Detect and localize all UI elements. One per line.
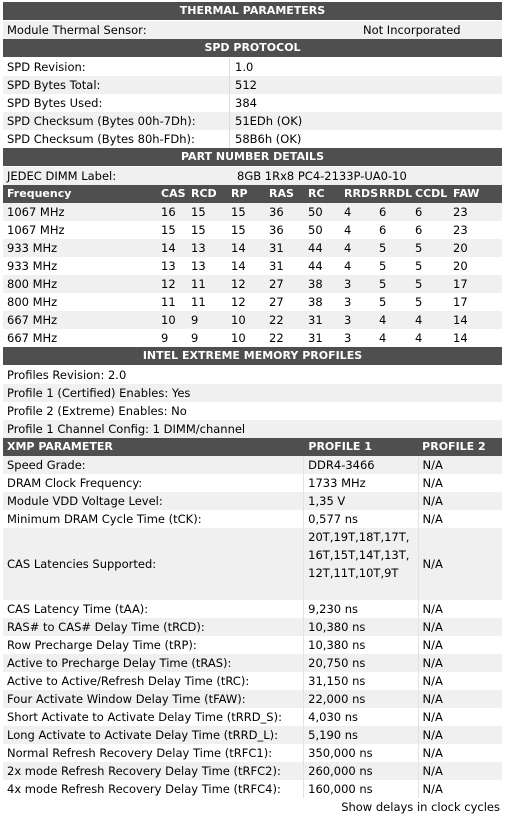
timing-cell: 5 bbox=[379, 295, 387, 309]
timing-cell: 4 bbox=[344, 259, 352, 273]
timing-cell: 31 bbox=[269, 241, 284, 255]
timing-row bbox=[3, 239, 502, 257]
timing-cell: 13 bbox=[191, 241, 206, 255]
xmp-profile2-value: N/A bbox=[422, 476, 443, 490]
xmp-info-text: Profile 2 (Extreme) Enables: No bbox=[7, 404, 187, 418]
timing-cell: 20 bbox=[453, 259, 468, 273]
timing-cell: 38 bbox=[308, 277, 323, 291]
thermal-sensor-label: Module Thermal Sensor: bbox=[7, 23, 147, 37]
timing-row bbox=[3, 275, 502, 293]
timing-cell: 10 bbox=[231, 331, 246, 345]
timing-cell: 50 bbox=[308, 205, 323, 219]
timing-cell: 4 bbox=[344, 205, 352, 219]
timing-cell: 1067 MHz bbox=[7, 223, 65, 237]
timing-header-cell: Frequency bbox=[7, 187, 72, 200]
xmp-profile2-value: N/A bbox=[422, 728, 443, 742]
xmp-param-label: Long Activate to Activate Delay Time (tRRD_L): bbox=[3, 726, 304, 744]
spd-revision-row bbox=[3, 58, 502, 76]
timing-cell: 5 bbox=[415, 241, 423, 255]
timing-cell: 5 bbox=[379, 277, 387, 291]
timing-cell: 4 bbox=[415, 313, 423, 327]
spd-checksum-2-row bbox=[3, 130, 502, 148]
xmp-profile1-value: 160,000 ns bbox=[304, 780, 418, 798]
timing-cell: 50 bbox=[308, 223, 323, 237]
xmp-profile2-value: N/A bbox=[422, 638, 443, 652]
xmp-param-label: 2x mode Refresh Recovery Delay Time (tRFC2): bbox=[3, 762, 304, 780]
spd-value: 1.0 bbox=[235, 60, 254, 74]
xmp-row bbox=[3, 744, 502, 762]
xmp-row bbox=[3, 492, 502, 510]
timing-cell: 4 bbox=[344, 223, 352, 237]
timing-cell: 15 bbox=[191, 205, 206, 219]
timing-cell: 22 bbox=[269, 313, 284, 327]
timing-cell: 4 bbox=[415, 331, 423, 345]
timing-cell: 3 bbox=[344, 313, 352, 327]
timing-cell: 11 bbox=[191, 277, 206, 291]
xmp-profile1-value: 20T,19T,18T,17T, 16T,15T,14T,13T, 12T,11T,10T,9T bbox=[304, 528, 418, 600]
timing-cell: 933 MHz bbox=[7, 241, 58, 255]
timing-cell: 12 bbox=[161, 277, 176, 291]
timing-cell: 20 bbox=[453, 241, 468, 255]
timing-header-cell: RAS bbox=[269, 187, 294, 200]
timing-cell: 5 bbox=[379, 259, 387, 273]
timing-cell: 12 bbox=[231, 295, 246, 309]
xmp-profile2-value: N/A bbox=[422, 674, 443, 688]
timing-cell: 16 bbox=[161, 205, 176, 219]
xmp-parameter-table bbox=[3, 438, 502, 798]
xmp-profile2-value: N/A bbox=[422, 710, 443, 724]
xmp-param-label: Active to Precharge Delay Time (tRAS): bbox=[3, 654, 304, 672]
timing-cell: 44 bbox=[308, 259, 323, 273]
timing-cell: 31 bbox=[269, 259, 284, 273]
timing-cell: 14 bbox=[453, 313, 468, 327]
timing-cell: 9 bbox=[161, 331, 169, 345]
timing-cell: 10 bbox=[231, 313, 246, 327]
show-clock-cycles-link[interactable]: Show delays in clock cycles bbox=[341, 800, 500, 814]
xmp-row bbox=[3, 474, 502, 492]
timing-cell: 31 bbox=[308, 331, 323, 345]
timing-cell: 14 bbox=[231, 241, 246, 255]
spd-bytes-used-row bbox=[3, 94, 502, 112]
xmp-profile1-value: 22,000 ns bbox=[304, 690, 418, 708]
xmp-info-line bbox=[3, 402, 502, 420]
xmp-profile2-value: N/A bbox=[422, 746, 443, 760]
xmp-row bbox=[3, 708, 502, 726]
timing-cell: 27 bbox=[269, 295, 284, 309]
xmp-param-label: Four Activate Window Delay Time (tFAW): bbox=[3, 690, 304, 708]
xmp-profile1-value: 260,000 ns bbox=[304, 762, 418, 780]
xmp-info-text: Profile 1 (Certified) Enables: Yes bbox=[7, 386, 191, 400]
xmp-param-label: Minimum DRAM Cycle Time (tCK): bbox=[3, 510, 304, 528]
xmp-profile1-value: 1,35 V bbox=[304, 492, 418, 510]
timing-cell: 5 bbox=[415, 277, 423, 291]
timing-cell: 4 bbox=[379, 331, 387, 345]
timing-header-cell: RCD bbox=[191, 187, 217, 200]
timing-cell: 22 bbox=[269, 331, 284, 345]
timing-cell: 5 bbox=[415, 295, 423, 309]
timing-cell: 6 bbox=[415, 205, 423, 219]
timing-cell: 800 MHz bbox=[7, 295, 58, 309]
timing-cell: 6 bbox=[379, 205, 387, 219]
xmp-profile1-value: 10,380 ns bbox=[304, 636, 418, 654]
timing-cell: 4 bbox=[344, 241, 352, 255]
xmp-profile1-value: 10,380 ns bbox=[304, 618, 418, 636]
timing-cell: 31 bbox=[308, 313, 323, 327]
spd-label: SPD Checksum (Bytes 00h-7Dh): bbox=[3, 112, 230, 130]
timing-row bbox=[3, 293, 502, 311]
timing-cell: 933 MHz bbox=[7, 259, 58, 273]
xmp-info-text: Profiles Revision: 2.0 bbox=[7, 368, 127, 382]
spd-label: SPD Bytes Used: bbox=[3, 94, 230, 112]
spd-label: SPD Bytes Total: bbox=[3, 76, 230, 94]
timing-row bbox=[3, 311, 502, 329]
xmp-info-line bbox=[3, 420, 502, 438]
xmp-profile2-value: N/A bbox=[422, 512, 443, 526]
spd-value: 384 bbox=[235, 96, 257, 110]
timing-cell: 5 bbox=[415, 259, 423, 273]
timing-cell: 17 bbox=[453, 295, 468, 309]
thermal-sensor-value: Not Incorporated bbox=[363, 23, 461, 37]
timing-cell: 6 bbox=[415, 223, 423, 237]
timing-cell: 3 bbox=[344, 295, 352, 309]
jedec-label-row bbox=[3, 167, 502, 185]
xmp-param-label: 4x mode Refresh Recovery Delay Time (tRFC4): bbox=[3, 780, 304, 798]
timing-cell: 3 bbox=[344, 277, 352, 291]
xmp-header-row bbox=[3, 438, 502, 456]
xmp-header-cell: PROFILE 2 bbox=[422, 440, 486, 453]
xmp-profile2-value: N/A bbox=[422, 458, 443, 472]
xmp-row bbox=[3, 726, 502, 744]
xmp-profile2-value: N/A bbox=[422, 782, 443, 796]
xmp-profile1-value: 1733 MHz bbox=[304, 474, 418, 492]
xmp-param-label: CAS Latency Time (tAA): bbox=[3, 600, 304, 618]
xmp-row bbox=[3, 456, 502, 474]
xmp-profile2-value: N/A bbox=[422, 602, 443, 616]
spd-checksum-1-row bbox=[3, 112, 502, 130]
xmp-profile1-value: 0,577 ns bbox=[304, 510, 418, 528]
timing-row bbox=[3, 221, 502, 239]
xmp-row bbox=[3, 528, 502, 600]
timing-cell: 10 bbox=[161, 313, 176, 327]
timing-cell: 14 bbox=[453, 331, 468, 345]
xmp-param-label: Active to Active/Refresh Delay Time (tRC): bbox=[3, 672, 304, 690]
timing-cell: 27 bbox=[269, 277, 284, 291]
timing-cell: 23 bbox=[453, 223, 468, 237]
timing-cell: 13 bbox=[161, 259, 176, 273]
timing-cell: 11 bbox=[191, 295, 206, 309]
xmp-row bbox=[3, 600, 502, 618]
xmp-profile2-value: N/A bbox=[422, 692, 443, 706]
xmp-profile1-value: 20,750 ns bbox=[304, 654, 418, 672]
thermal-section-title: THERMAL PARAMETERS bbox=[3, 2, 502, 21]
xmp-info-text: Profile 1 Channel Config: 1 DIMM/channel bbox=[7, 422, 246, 436]
xmp-profile1-value: 4,030 ns bbox=[304, 708, 418, 726]
timing-header-row bbox=[3, 185, 502, 203]
xmp-profile1-value: 9,230 ns bbox=[304, 600, 418, 618]
xmp-row bbox=[3, 618, 502, 636]
timing-cell: 23 bbox=[453, 205, 468, 219]
timing-cell: 9 bbox=[191, 313, 199, 327]
xmp-profile2-value: N/A bbox=[422, 656, 443, 670]
timing-header-cell: CAS bbox=[161, 187, 186, 200]
xmp-param-label: Speed Grade: bbox=[3, 456, 304, 474]
timing-cell: 12 bbox=[231, 277, 246, 291]
spd-label: SPD Checksum (Bytes 80h-FDh): bbox=[3, 130, 230, 148]
xmp-header-cell: PROFILE 1 bbox=[308, 440, 372, 453]
timing-cell: 800 MHz bbox=[7, 277, 58, 291]
xmp-profile1-value: DDR4-3466 bbox=[304, 456, 418, 474]
timing-cell: 17 bbox=[453, 277, 468, 291]
xmp-info-line bbox=[3, 384, 502, 402]
spd-value: 512 bbox=[235, 78, 257, 92]
xmp-param-label: Normal Refresh Recovery Delay Time (tRFC1): bbox=[3, 744, 304, 762]
xmp-param-label: Module VDD Voltage Level: bbox=[3, 492, 304, 510]
timing-cell: 36 bbox=[269, 205, 284, 219]
xmp-profile1-value: 350,000 ns bbox=[304, 744, 418, 762]
timing-cell: 15 bbox=[231, 205, 246, 219]
spd-section-title: SPD PROTOCOL bbox=[3, 39, 502, 58]
timing-cell: 6 bbox=[379, 223, 387, 237]
timing-cell: 15 bbox=[191, 223, 206, 237]
xmp-row bbox=[3, 780, 502, 798]
xmp-row bbox=[3, 654, 502, 672]
timing-cell: 36 bbox=[269, 223, 284, 237]
timing-header-cell: FAW bbox=[453, 187, 480, 200]
xmp-profile1-value: 5,190 ns bbox=[304, 726, 418, 744]
timing-cell: 667 MHz bbox=[7, 313, 58, 327]
jedec-label-label: JEDEC DIMM Label: bbox=[7, 169, 117, 183]
timing-cell: 15 bbox=[161, 223, 176, 237]
xmp-param-label: CAS Latencies Supported: bbox=[3, 528, 304, 600]
xmp-info-line bbox=[3, 366, 502, 384]
xmp-row bbox=[3, 510, 502, 528]
xmp-row bbox=[3, 672, 502, 690]
xmp-profile2-value: N/A bbox=[422, 494, 443, 508]
timing-header-cell: CCDL bbox=[415, 187, 448, 200]
timing-cell: 9 bbox=[191, 331, 199, 345]
timing-cell: 15 bbox=[231, 223, 246, 237]
xmp-param-label: RAS# to CAS# Delay Time (tRCD): bbox=[3, 618, 304, 636]
xmp-row bbox=[3, 690, 502, 708]
timing-cell: 14 bbox=[161, 241, 176, 255]
spd-value: 51EDh (OK) bbox=[235, 114, 303, 128]
timing-row bbox=[3, 329, 502, 347]
timing-cell: 14 bbox=[231, 259, 246, 273]
timing-cell: 1067 MHz bbox=[7, 205, 65, 219]
xmp-profile1-value: 31,150 ns bbox=[304, 672, 418, 690]
timing-cell: 11 bbox=[161, 295, 176, 309]
spd-value: 58B6h (OK) bbox=[235, 132, 302, 146]
xmp-profile2-value: N/A bbox=[422, 557, 443, 571]
timing-header-cell: RRDL bbox=[379, 187, 413, 200]
timing-table bbox=[3, 185, 502, 347]
timing-header-cell: RC bbox=[308, 187, 325, 200]
xmp-param-label: Row Precharge Delay Time (tRP): bbox=[3, 636, 304, 654]
timing-cell: 13 bbox=[191, 259, 206, 273]
timing-cell: 5 bbox=[379, 241, 387, 255]
timing-cell: 3 bbox=[344, 331, 352, 345]
thermal-sensor-row bbox=[3, 21, 502, 39]
jedec-label-value: 8GB 1Rx8 PC4-2133P-UA0-10 bbox=[237, 169, 407, 183]
xmp-section-title: INTEL EXTREME MEMORY PROFILES bbox=[3, 347, 502, 366]
part-number-section-title: PART NUMBER DETAILS bbox=[3, 148, 502, 167]
xmp-param-label: DRAM Clock Frequency: bbox=[3, 474, 304, 492]
timing-cell: 667 MHz bbox=[7, 331, 58, 345]
xmp-header-cell: XMP PARAMETER bbox=[7, 440, 113, 453]
timing-row bbox=[3, 203, 502, 221]
xmp-profile2-value: N/A bbox=[422, 764, 443, 778]
timing-header-cell: RRDS bbox=[344, 187, 378, 200]
timing-row bbox=[3, 257, 502, 275]
xmp-param-label: Short Activate to Activate Delay Time (tRRD_S): bbox=[3, 708, 304, 726]
xmp-row bbox=[3, 636, 502, 654]
timing-cell: 4 bbox=[379, 313, 387, 327]
footer bbox=[3, 798, 502, 816]
spd-label: SPD Revision: bbox=[3, 58, 230, 76]
xmp-row bbox=[3, 762, 502, 780]
timing-header-cell: RP bbox=[231, 187, 248, 200]
timing-cell: 38 bbox=[308, 295, 323, 309]
timing-cell: 44 bbox=[308, 241, 323, 255]
xmp-profile2-value: N/A bbox=[422, 620, 443, 634]
spd-bytes-total-row bbox=[3, 76, 502, 94]
